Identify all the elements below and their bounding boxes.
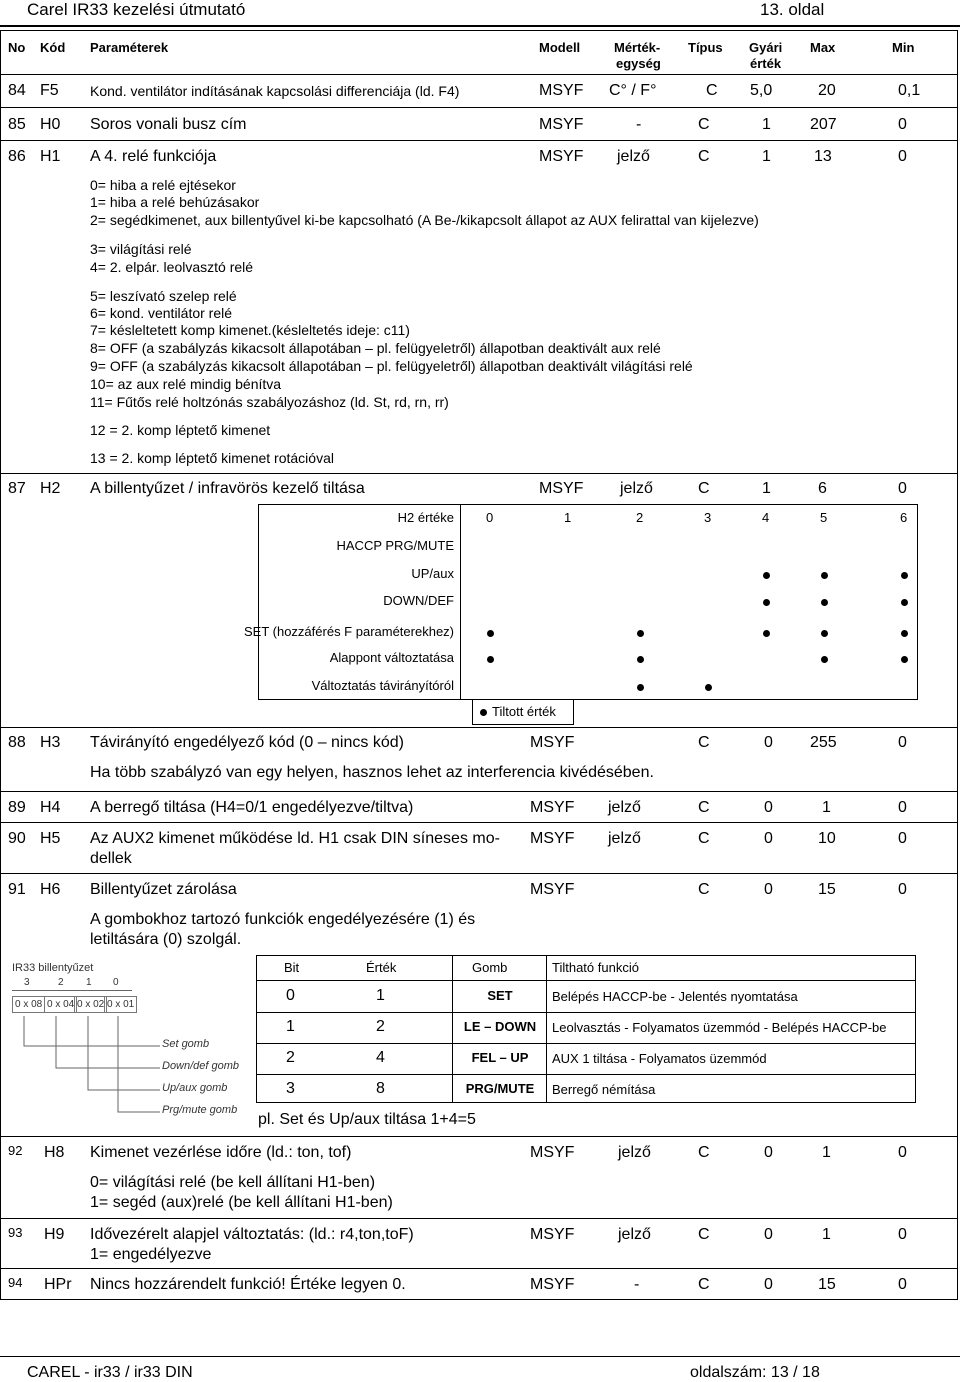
h6-cell-ertek: 4 <box>376 1049 385 1066</box>
row-type: C <box>698 881 710 898</box>
h6-cell-bit: 3 <box>286 1080 295 1097</box>
col-min: Min <box>892 40 915 55</box>
list-item: 9= OFF (a szabályzás kikacsolt állapotában – pl. felügyeletről) állapotban deaktivált világítási relé <box>90 358 693 374</box>
row-separator <box>0 107 958 108</box>
row-model: MSYF <box>530 734 575 751</box>
h6-cell-bit: 2 <box>286 1049 295 1066</box>
forbidden-value-dot-icon <box>901 630 908 637</box>
row-model: MSYF <box>539 116 584 133</box>
h6-col-header: Gomb <box>472 960 508 975</box>
row-type: C <box>706 82 718 99</box>
row-code: H3 <box>40 734 61 751</box>
row-default: 1 <box>762 116 771 133</box>
forbidden-value-dot-icon <box>901 599 908 606</box>
row-min: 0 <box>898 830 907 847</box>
footer-page-count: oldalszám: 13 / 18 <box>690 1364 820 1381</box>
row-model: MSYF <box>530 881 575 898</box>
row-param: Nincs hozzárendelt funkció! Értéke legyen 0. <box>90 1276 406 1293</box>
row-min: 0 <box>898 480 907 497</box>
row-type: C <box>698 799 710 816</box>
forbidden-value-dot-icon <box>763 599 770 606</box>
row-model: MSYF <box>530 1144 575 1161</box>
row-separator <box>0 140 958 141</box>
forbidden-value-dot-icon <box>637 656 644 663</box>
list-item: 3= világítási relé <box>90 241 192 257</box>
row-separator <box>0 822 958 823</box>
forbidden-value-dot-icon <box>487 630 494 637</box>
forbidden-value-dot-icon <box>821 599 828 606</box>
footer-product: CAREL - ir33 / ir33 DIN <box>27 1364 193 1381</box>
row-code: H1 <box>40 148 61 165</box>
h6-col-header: Tiltható funkció <box>552 960 639 975</box>
h6-row-separator <box>256 1043 916 1044</box>
row-max: 13 <box>814 148 832 165</box>
forbidden-value-dot-icon <box>705 684 712 691</box>
list-item: 8= OFF (a szabályzás kikacsolt állapotában – pl. felügyeletről) állapotban deaktivált aux relé <box>90 340 661 356</box>
list-item: 4= 2. elpár. leolvasztó relé <box>90 259 254 275</box>
h6-cell-funkcio: Belépés HACCP-be - Jelentés nyomtatása <box>552 989 798 1004</box>
row-separator <box>0 74 958 75</box>
h6-cell-bit: 0 <box>286 987 295 1004</box>
row-note: Ha több szabályzó van egy helyen, hasznos lehet az interferencia kivédésében. <box>90 764 654 781</box>
row-code: HPr <box>44 1276 72 1293</box>
legend-box <box>573 700 574 725</box>
h6-col-divider <box>452 955 453 1103</box>
page-number: 13. oldal <box>760 0 825 19</box>
row-unit: jelző <box>608 799 641 816</box>
row-model: MSYF <box>539 480 584 497</box>
keyboard-figure-title: IR33 billentyűzet <box>12 962 94 974</box>
h6-cell-gomb: PRG/MUTE <box>465 1081 535 1096</box>
row-max: 255 <box>810 734 837 751</box>
key-label: Up/aux gomb <box>162 1082 228 1094</box>
col-param: Paraméterek <box>90 40 169 55</box>
row-no: 91 <box>8 881 26 898</box>
h2-matrix-divider <box>460 504 461 700</box>
forbidden-value-dot-icon <box>637 630 644 637</box>
row-type: C <box>698 734 710 751</box>
col-gyari-2: érték <box>750 56 782 71</box>
legend-dot-icon <box>480 709 487 716</box>
h6-col-divider <box>546 955 547 1103</box>
legend-label: Tiltott érték <box>492 704 556 719</box>
row-default: 0 <box>764 799 773 816</box>
row-default: 0 <box>764 734 773 751</box>
h2-value-header: 2 <box>636 510 644 525</box>
h2-row-label: SET (hozzáférés F paraméterekhez) <box>243 624 454 639</box>
row-min: 0 <box>898 1144 907 1161</box>
row-unit: jelző <box>618 1226 651 1243</box>
row-note: 0= világítási relé (be kell állítani H1-ben) <box>90 1174 376 1191</box>
h2-row-label: DOWN/DEF <box>383 593 454 608</box>
row-code: H2 <box>40 480 61 497</box>
row-param: Kond. ventilátor indításának kapcsolási differenciája (ld. F4) <box>90 83 460 99</box>
h6-col-header: Érték <box>366 960 397 975</box>
row-param: Idővezérelt alapjel változtatás: (ld.: r4,ton,toF) <box>90 1226 414 1243</box>
row-code: H8 <box>44 1144 65 1161</box>
list-item: 10= az aux relé mindig bénítva <box>90 376 282 392</box>
col-mertek: Mérték- <box>614 40 661 55</box>
row-model: MSYF <box>530 799 575 816</box>
row-model: MSYF <box>530 1276 575 1293</box>
hex-value: 0 x 04 <box>44 996 77 1013</box>
row-code: H6 <box>40 881 61 898</box>
row-default: 0 <box>764 1276 773 1293</box>
key-label: Down/def gomb <box>162 1060 240 1072</box>
row-max: 10 <box>818 830 836 847</box>
h6-cell-ertek: 1 <box>376 987 385 1004</box>
list-item: 13 = 2. komp léptető kimenet rotációval <box>90 450 334 466</box>
row-max: 1 <box>822 1226 831 1243</box>
h6-cell-ertek: 2 <box>376 1018 385 1035</box>
row-no: 85 <box>8 116 26 133</box>
row-note: 1= engedélyezve <box>90 1246 212 1263</box>
row-code: H5 <box>40 830 61 847</box>
h2-row-label: Alappont változtatása <box>329 650 454 665</box>
row-param: Az AUX2 kimenet működése ld. H1 csak DIN síneses mo- <box>90 830 500 847</box>
forbidden-value-dot-icon <box>763 572 770 579</box>
row-unit: jelző <box>608 830 641 847</box>
row-unit: - <box>636 116 642 133</box>
row-param: A 4. relé funkciója <box>90 148 217 165</box>
row-max: 15 <box>818 1276 836 1293</box>
row-unit: C° / F° <box>609 82 657 99</box>
row-model: MSYF <box>539 82 584 99</box>
row-unit: - <box>634 1276 640 1293</box>
h2-header-label: H2 értéke <box>397 510 454 525</box>
h6-header-rule <box>256 980 916 981</box>
forbidden-value-dot-icon <box>901 656 908 663</box>
h2-value-header: 1 <box>564 510 572 525</box>
h6-cell-bit: 1 <box>286 1018 295 1035</box>
h6-cell-ertek: 8 <box>376 1080 385 1097</box>
row-param-cont: dellek <box>90 850 132 867</box>
row-no: 84 <box>8 82 26 99</box>
row-param: Kimenet vezérlése időre (ld.: ton, tof) <box>90 1144 352 1161</box>
h6-example: pl. Set és Up/aux tiltása 1+4=5 <box>258 1111 476 1128</box>
list-item: 12 = 2. komp léptető kimenet <box>90 422 271 438</box>
forbidden-value-dot-icon <box>821 656 828 663</box>
row-model: MSYF <box>530 1226 575 1243</box>
row-separator <box>0 473 958 474</box>
col-modell: Modell <box>539 40 581 55</box>
h6-cell-gomb: SET <box>487 988 513 1003</box>
row-min: 0 <box>898 116 907 133</box>
row-note-cont: letiltására (0) szolgál. <box>90 931 242 948</box>
row-min: 0 <box>898 1226 907 1243</box>
row-param: A berregő tiltása (H4=0/1 engedélyezve/tiltva) <box>90 799 414 816</box>
row-no: 86 <box>8 148 26 165</box>
col-no: No <box>8 40 26 55</box>
row-separator <box>0 1136 958 1137</box>
row-unit: jelző <box>617 148 650 165</box>
row-default: 1 <box>762 480 771 497</box>
row-separator <box>0 791 958 792</box>
row-separator <box>0 873 958 874</box>
row-min: 0 <box>898 148 907 165</box>
forbidden-value-dot-icon <box>901 572 908 579</box>
bit-index: 3 <box>24 977 30 988</box>
list-item: 7= késleltetett komp kimenet.(késleltetés ideje: c11) <box>90 322 410 338</box>
row-min: 0 <box>898 881 907 898</box>
col-tipus: Típus <box>688 40 723 55</box>
h2-value-header: 6 <box>900 510 908 525</box>
row-default: 0 <box>764 881 773 898</box>
row-param: Távirányító engedélyező kód (0 – nincs kód) <box>90 734 404 751</box>
list-item: 1= hiba a relé behúzásakor <box>90 194 260 210</box>
row-min: 0 <box>898 734 907 751</box>
row-separator <box>0 727 958 728</box>
row-no: 88 <box>8 734 26 751</box>
forbidden-value-dot-icon <box>637 684 644 691</box>
list-item: 11= Fűtős relé holtzónás szabályozáshoz (ld. St, rd, rn, rr) <box>90 394 449 410</box>
header-rule <box>0 25 960 27</box>
h6-col-header: Bit <box>284 960 300 975</box>
document-title: Carel IR33 kezelési útmutató <box>27 0 246 19</box>
row-max: 1 <box>822 799 831 816</box>
row-no: 87 <box>8 480 26 497</box>
row-unit: jelző <box>618 1144 651 1161</box>
list-item: 2= segédkimenet, aux billentyűvel ki-be kapcsolható (A Be-/kikapcsolt állapot az AUX felirattal van kijelezve) <box>90 212 759 228</box>
row-default: 1 <box>762 148 771 165</box>
row-max: 20 <box>818 82 836 99</box>
hex-value: 0 x 01 <box>104 996 137 1013</box>
forbidden-value-dot-icon <box>821 572 828 579</box>
row-unit: jelző <box>620 480 653 497</box>
h6-row-separator <box>256 1012 916 1013</box>
footer-rule <box>0 1356 960 1357</box>
row-note: A gombokhoz tartozó funkciók engedélyezésére (1) és <box>90 911 476 928</box>
row-default: 0 <box>764 830 773 847</box>
h2-value-header: 3 <box>704 510 712 525</box>
row-default: 0 <box>764 1144 773 1161</box>
col-max: Max <box>810 40 836 55</box>
row-separator <box>0 1268 958 1269</box>
row-max: 6 <box>818 480 827 497</box>
row-code: H9 <box>44 1226 65 1243</box>
row-type: C <box>698 1226 710 1243</box>
h2-value-header: 5 <box>820 510 828 525</box>
h2-row-label: HACCP PRG/MUTE <box>336 538 454 553</box>
h2-row-label: UP/aux <box>411 566 454 581</box>
key-label: Prg/mute gomb <box>162 1104 238 1116</box>
row-default: 5,0 <box>750 82 773 99</box>
h6-cell-funkcio: Berregő némítása <box>552 1082 656 1097</box>
row-no: 94 <box>8 1275 23 1290</box>
col-mertek-2: egység <box>616 56 661 71</box>
row-type: C <box>698 480 710 497</box>
row-param: Billentyűzet zárolása <box>90 881 237 898</box>
h6-cell-funkcio: Leolvasztás - Folyamatos üzemmód - Belépés HACCP-be <box>552 1020 887 1035</box>
h2-value-header: 4 <box>762 510 770 525</box>
list-item: 6= kond. ventilátor relé <box>90 305 233 321</box>
h2-row-label: Változtatás távirányítóról <box>311 678 454 693</box>
list-item: 0= hiba a relé ejtésekor <box>90 177 236 193</box>
col-kod: Kód <box>40 40 66 55</box>
row-note-cont: 1= segéd (aux)relé (be kell állítani H1-ben) <box>90 1194 393 1211</box>
row-type: C <box>698 1276 710 1293</box>
row-no: 93 <box>8 1225 23 1240</box>
row-code: F5 <box>40 82 59 99</box>
row-param: A billentyűzet / infravörös kezelő tiltása <box>90 480 365 497</box>
row-model: MSYF <box>530 830 575 847</box>
row-param: Soros vonali busz cím <box>90 116 247 133</box>
legend-box <box>472 724 574 725</box>
forbidden-value-dot-icon <box>763 630 770 637</box>
row-max: 207 <box>810 116 837 133</box>
row-type: C <box>698 1144 710 1161</box>
bit-header-line <box>12 990 132 991</box>
hex-value: 0 x 08 <box>12 996 45 1013</box>
h6-cell-gomb: LE – DOWN <box>463 1019 537 1034</box>
row-no: 90 <box>8 830 26 847</box>
row-max: 1 <box>822 1144 831 1161</box>
forbidden-value-dot-icon <box>821 630 828 637</box>
forbidden-value-dot-icon <box>487 656 494 663</box>
row-min: 0 <box>898 1276 907 1293</box>
row-no: 92 <box>8 1143 23 1158</box>
hex-value: 0 x 02 <box>74 996 107 1013</box>
h6-cell-funkcio: AUX 1 tiltása - Folyamatos üzemmód <box>552 1051 767 1066</box>
row-model: MSYF <box>539 148 584 165</box>
row-max: 15 <box>818 881 836 898</box>
bit-index: 1 <box>86 977 92 988</box>
row-no: 89 <box>8 799 26 816</box>
row-separator <box>0 1218 958 1219</box>
row-min: 0,1 <box>898 82 921 99</box>
legend-box <box>472 700 473 725</box>
row-type: C <box>698 116 710 133</box>
row-code: H0 <box>40 116 61 133</box>
bit-index: 2 <box>58 977 64 988</box>
row-type: C <box>698 830 710 847</box>
row-code: H4 <box>40 799 61 816</box>
row-type: C <box>698 148 710 165</box>
row-min: 0 <box>898 799 907 816</box>
h6-cell-gomb: FEL – UP <box>471 1050 529 1065</box>
list-item: 5= leszívató szelep relé <box>90 288 237 304</box>
row-default: 0 <box>764 1226 773 1243</box>
key-label: Set gomb <box>162 1038 210 1050</box>
col-gyari: Gyári <box>749 40 783 55</box>
h2-value-header: 0 <box>486 510 494 525</box>
h6-row-separator <box>256 1074 916 1075</box>
bit-index: 0 <box>113 977 119 988</box>
